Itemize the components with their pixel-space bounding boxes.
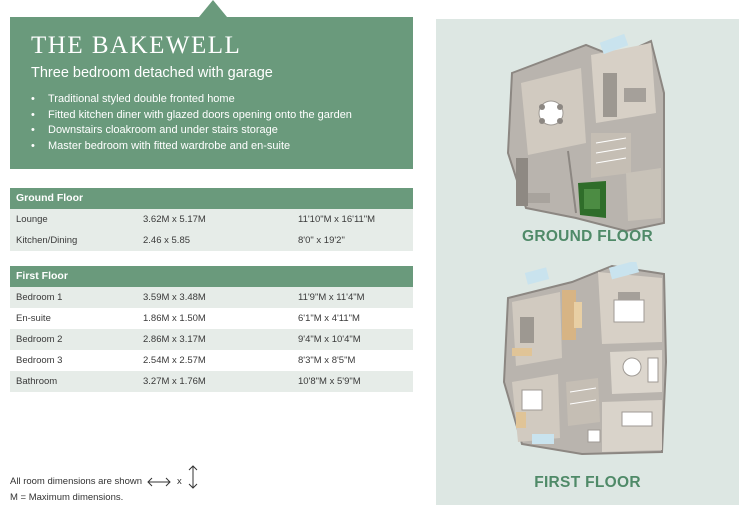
floor-plan-panel xyxy=(436,19,739,505)
feature-item: • Downstairs cloakroom and under stairs storage xyxy=(31,123,393,139)
first-floor-label: FIRST FLOOR xyxy=(534,474,641,491)
metric-size: 3.62M x 5.17M xyxy=(143,214,206,225)
first-floor-heading: First Floor xyxy=(10,266,413,287)
room-name: Bedroom 2 xyxy=(16,334,63,345)
table-row xyxy=(10,287,413,308)
feature-list xyxy=(31,92,393,154)
table-row xyxy=(10,329,413,350)
imperial-size: 11'9"M x 11'4"M xyxy=(298,292,365,303)
hero-panel xyxy=(10,17,413,169)
ground-floor-label: GROUND FLOOR xyxy=(521,228,654,245)
first-floor-table xyxy=(10,266,413,392)
ground-floor-table xyxy=(10,188,413,251)
vertical-arrow-icon xyxy=(188,464,198,490)
metric-size: 2.54M x 2.57M xyxy=(143,355,206,366)
hero-notch xyxy=(199,0,227,17)
feature-item: • Traditional styled double fronted home xyxy=(31,92,393,108)
metric-size: 3.27M x 1.76M xyxy=(143,376,206,387)
ground-floor-plan xyxy=(506,33,666,233)
room-name: En-suite xyxy=(16,313,51,324)
metric-size: 3.59M x 3.48M xyxy=(143,292,206,303)
imperial-size: 10'8"M x 5'9"M xyxy=(298,376,361,387)
first-floor-plan xyxy=(502,262,670,458)
room-name: Lounge xyxy=(16,214,48,225)
feature-item: • Fitted kitchen diner with glazed doors opening onto the garden xyxy=(31,108,393,124)
room-name: Bedroom 1 xyxy=(16,292,63,303)
imperial-size: 6'1"M x 4'11"M xyxy=(298,313,360,324)
table-row xyxy=(10,209,413,230)
imperial-size: 8'0" x 19'2" xyxy=(298,235,345,246)
room-name: Kitchen/Dining xyxy=(16,235,78,246)
metric-size: 2.46 x 5.85 xyxy=(143,235,191,246)
imperial-size: 11'10"M x 16'11"M xyxy=(298,214,376,225)
room-name: Bathroom xyxy=(16,376,58,387)
feature-item: • Master bedroom with fitted wardrobe and en-suite xyxy=(31,139,393,155)
imperial-size: 9'4"M x 10'4"M xyxy=(298,334,361,345)
table-row xyxy=(10,230,413,251)
metric-size: 1.86M x 1.50M xyxy=(143,313,206,324)
times-symbol: x xyxy=(177,476,182,487)
house-subtitle: Three bedroom detached with garage xyxy=(31,65,273,81)
footnote-text: All room dimensions are shown xyxy=(10,476,143,487)
ground-floor-heading: Ground Floor xyxy=(10,188,413,209)
table-row xyxy=(10,371,413,392)
imperial-size: 8'3"M x 8'5"M xyxy=(298,355,356,366)
dimensions-footnote xyxy=(10,474,198,506)
footnote-text: M = Maximum dimensions. xyxy=(10,492,124,503)
table-row xyxy=(10,350,413,371)
house-title: THE BAKEWELL xyxy=(31,32,242,59)
metric-size: 2.86M x 3.17M xyxy=(143,334,206,345)
table-row xyxy=(10,308,413,329)
room-name: Bedroom 3 xyxy=(16,355,63,366)
horizontal-arrow-icon xyxy=(146,477,172,487)
